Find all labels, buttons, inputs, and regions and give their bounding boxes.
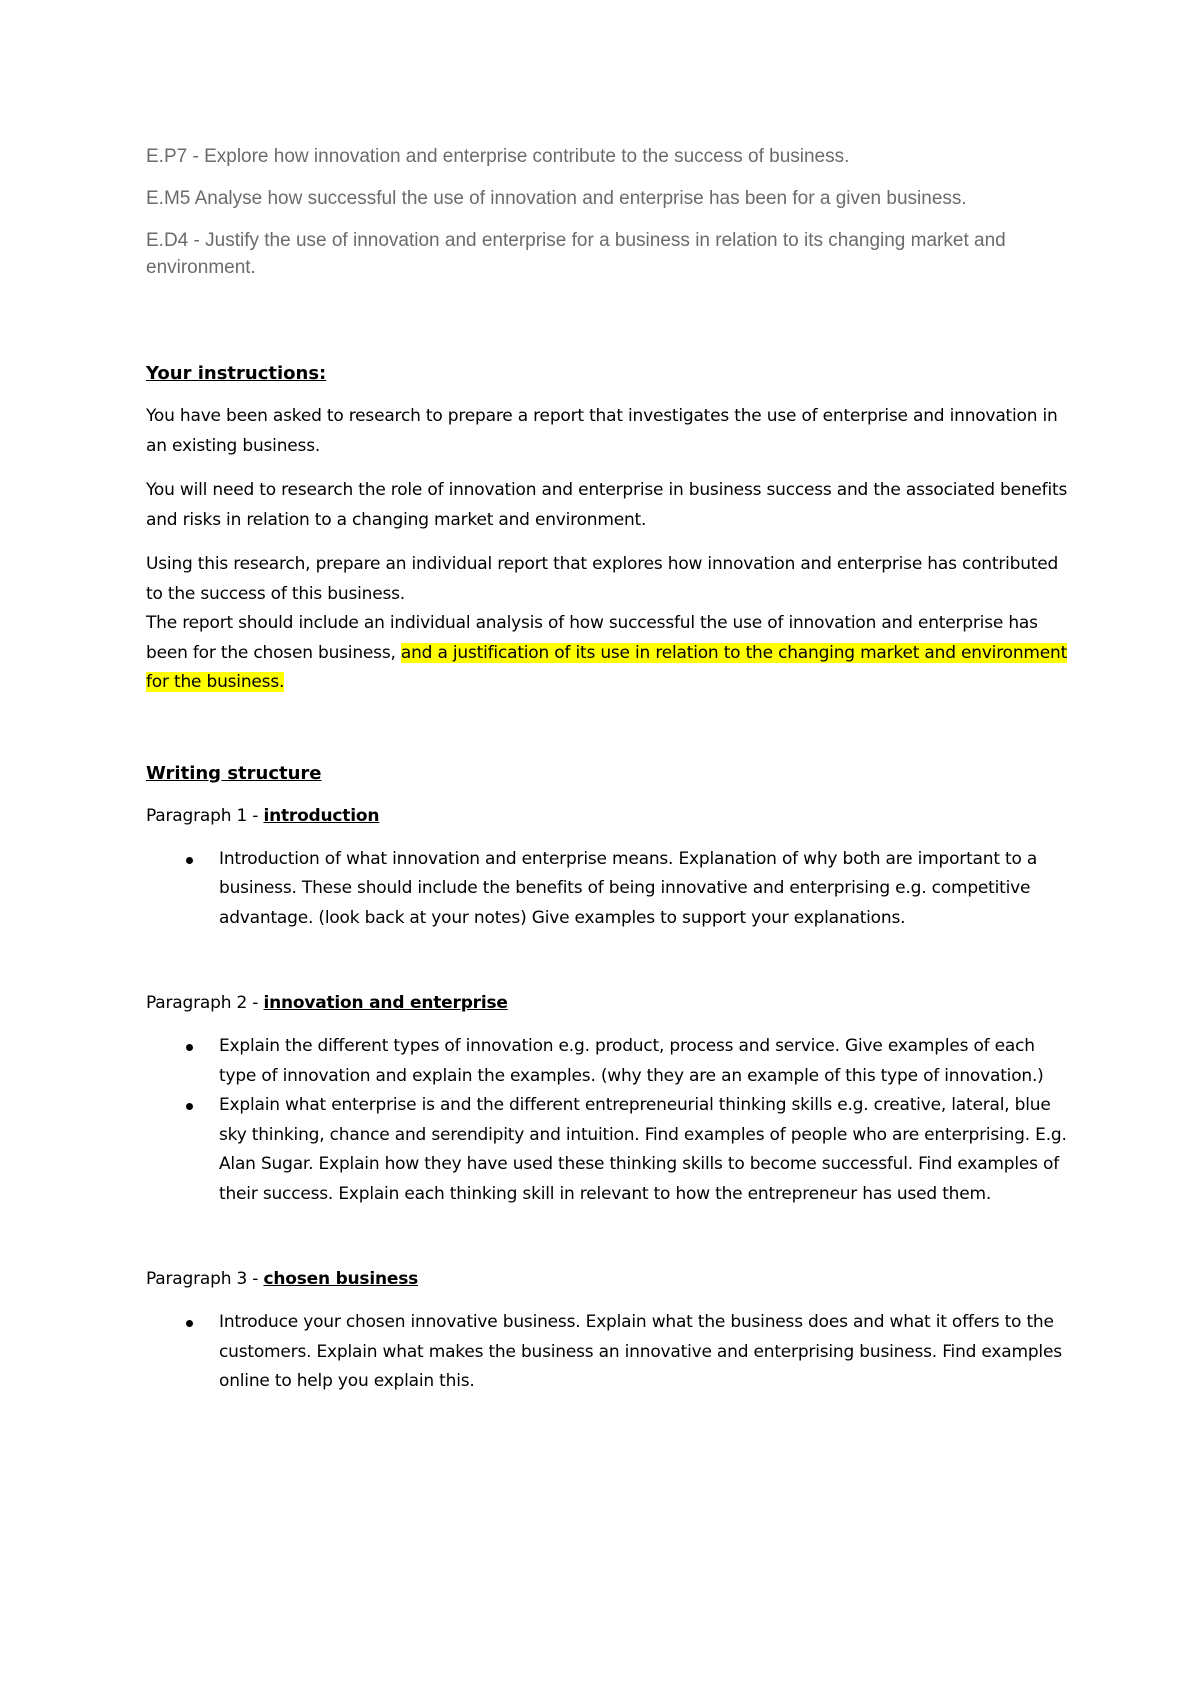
criterion-m5: E.M5 Analyse how successful the use of innovation and enterprise has been for a given business.	[146, 188, 967, 209]
bullet-text: Introduction of what innovation and enterprise means. Explanation of why both are important to a business. These should include the benefits of being innovative and enterprising e.g. competitive advantage. (look back at your notes) Give examples to support your explanations.	[219, 848, 1038, 928]
paragraph-1-prefix: Paragraph 1 -	[146, 805, 264, 826]
criterion-p7: E.P7 - Explore how innovation and enterprise contribute to the success of business.	[146, 146, 850, 167]
instructions-paragraph-1: You have been asked to research to prepare a report that investigates the use of enterprise and innovation in an existing business.	[146, 406, 1058, 456]
paragraph-2-heading	[146, 989, 1076, 1018]
paragraph-1-keyword: introduction	[263, 805, 380, 826]
bullet-icon	[186, 1103, 193, 1110]
list-item	[146, 845, 1076, 934]
instructions-paragraph-4	[146, 609, 1076, 698]
instructions-paragraph-4-text: The report should include an individual analysis of how successful the use of innovation and enterprise has been for the chosen business,	[146, 613, 1038, 663]
bullet-icon	[186, 1044, 193, 1051]
bullet-text: Explain what enterprise is and the different entrepreneurial thinking skills e.g. creative, lateral, blue sky thinking, chance and serendipity and intuition. Find examples of people who are enterprising. E.g. Alan Sugar. Explain how they have used these thinking skills to become successful. Find examples of their success. Explain each thinking skill in relevant to how the entrepreneur has used them.	[219, 1095, 1067, 1204]
instructions-paragraph-3: Using this research, prepare an individual report that explores how innovation and enterprise has contributed to the success of this business.	[146, 554, 1059, 604]
bullet-text: Explain the different types of innovation e.g. product, process and service. Give examples of each type of innovation and explain the examples. (why they are an example of this type of innovation.)	[219, 1036, 1044, 1086]
instructions-heading: Your instructions:	[146, 363, 327, 384]
bullet-icon	[186, 1320, 193, 1327]
instructions-paragraph-2: You will need to research the role of innovation and enterprise in business success and the associated benefits and risks in relation to a changing market and environment.	[146, 480, 1068, 530]
list-item	[146, 1032, 1076, 1091]
paragraph-2-keyword: innovation and enterprise	[263, 993, 508, 1013]
paragraph-2-bullet-list	[146, 1032, 1076, 1209]
paragraph-2-prefix: Paragraph 2 -	[146, 993, 264, 1013]
paragraph-3-prefix: Paragraph 3 -	[146, 1269, 264, 1289]
list-item	[146, 1308, 1076, 1397]
paragraph-3-bullet-list	[146, 1308, 1076, 1397]
paragraph-3-keyword: chosen business	[263, 1269, 419, 1289]
writing-structure-heading: Writing structure	[146, 762, 322, 784]
paragraph-1-heading	[146, 802, 1076, 831]
document-content	[146, 143, 1076, 1397]
criterion-d4: E.D4 - Justify the use of innovation and enterprise for a business in relation to its changing market and environment.	[146, 230, 1006, 278]
paragraph-1-bullet-list	[146, 845, 1076, 934]
paragraph-3-heading	[146, 1265, 1076, 1294]
list-item	[146, 1091, 1076, 1209]
bullet-text: Introduce your chosen innovative business. Explain what the business does and what it offers to the customers. Explain what makes the business an innovative and enterprising business. Find examples online to help you explain this.	[219, 1312, 1062, 1391]
bullet-icon	[186, 857, 193, 864]
highlighted-text: and a justification of its use in relation to the changing market and environment for the business.	[146, 642, 1068, 692]
